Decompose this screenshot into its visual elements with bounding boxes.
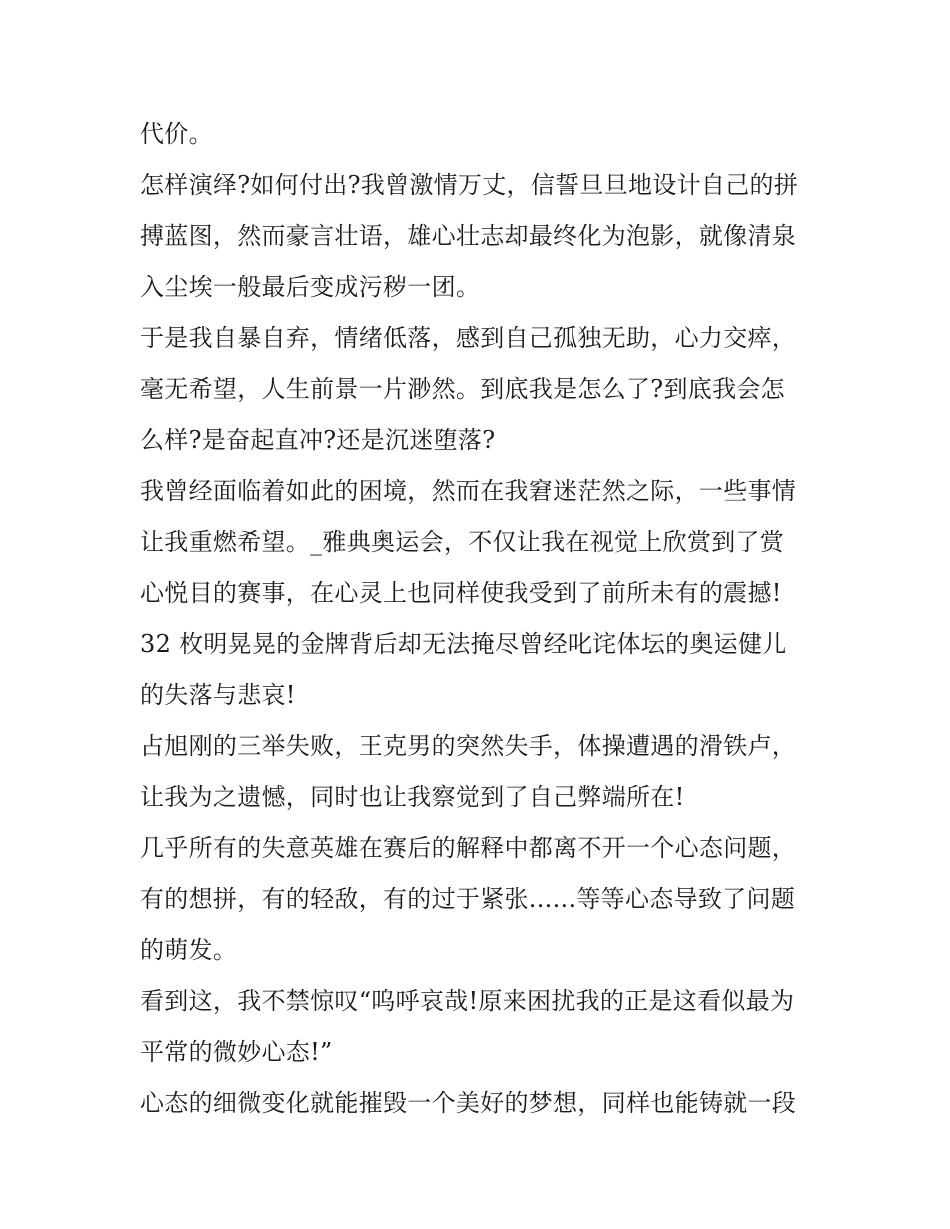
text-line: 心态的细微变化就能摧毁一个美好的梦想，同样也能铸就一段 bbox=[140, 1089, 797, 1117]
text-line: 的失落与悲哀! bbox=[140, 681, 296, 709]
text-line: 么样?是奋起直冲?还是沉迷堕落? bbox=[140, 426, 496, 454]
text-line: 搏蓝图，然而豪言壮语，雄心壮志却最终化为泡影，就像清泉 bbox=[140, 222, 797, 250]
text-line: 我曾经面临着如此的困境，然而在我窘迷茫然之际，一些事情 bbox=[140, 477, 797, 505]
text-line: 代价。 bbox=[140, 120, 213, 148]
text-line: 32 枚明晃晃的金牌背后却无法掩尽曾经叱诧体坛的奥运健儿 bbox=[140, 630, 787, 658]
text-line: 看到这，我不禁惊叹“呜呼哀哉!原来困扰我的正是这看似最为 bbox=[140, 987, 795, 1015]
text-line: 怎样演绎?如何付出?我曾激情万丈，信誓旦旦地设计自己的拼 bbox=[140, 171, 799, 199]
text-line: 入尘埃一般最后变成污秽一团。 bbox=[140, 273, 481, 301]
text-line: 几乎所有的失意英雄在赛后的解释中都离不开一个心态问题， bbox=[140, 834, 797, 862]
text-line: 毫无希望，人生前景一片渺然。到底我是怎么了?到底我会怎 bbox=[140, 375, 785, 403]
text-line: 的萌发。 bbox=[140, 936, 238, 964]
text-line: 于是我自暴自弃，情绪低落，感到自己孤独无助，心力交瘁， bbox=[140, 324, 797, 352]
text-line: 让我重燃希望。_雅典奥运会，不仅让我在视觉上欣赏到了赏 bbox=[140, 528, 785, 556]
text-line: 心悦目的赛事，在心灵上也同样使我受到了前所未有的震撼! bbox=[140, 579, 782, 607]
text-line: 平常的微妙心态!” bbox=[140, 1038, 333, 1066]
text-line: 让我为之遗憾，同时也让我察觉到了自己弊端所在! bbox=[140, 783, 685, 811]
text-line: 占旭刚的三举失败，王克男的突然失手，体操遭遇的滑铁卢， bbox=[140, 732, 797, 760]
text-line: 有的想拼，有的轻敌，有的过于紧张......等等心态导致了问题 bbox=[140, 885, 796, 913]
